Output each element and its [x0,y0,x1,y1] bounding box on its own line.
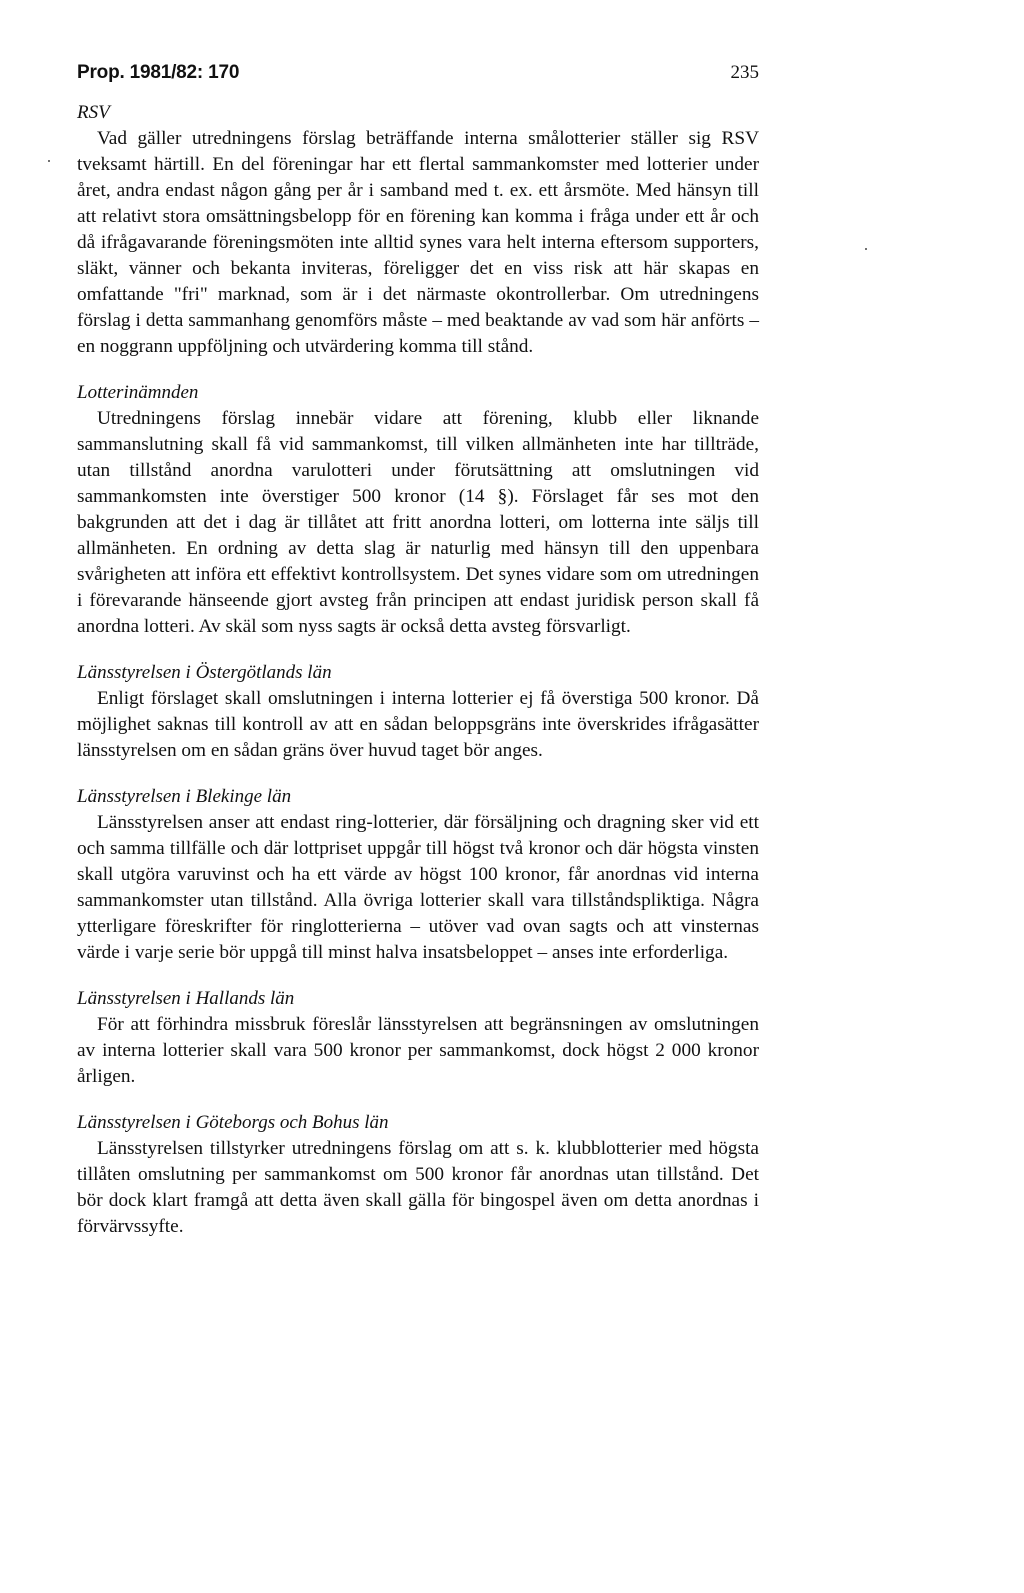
section-goteborg-bohus [77,1110,759,1240]
document-body [77,100,759,1240]
section-paragraph: Vad gäller utredningens förslag beträffande interna smålotterier ställer sig RSV tveksamt härtill. En del föreningar har ett flertal sammankomster med lotterier under året, andra endast någon gång per år i samband med t. ex. ett årsmöte. Med hänsyn till att relativt stora omsättningsbelopp för en förening kan komma i fråga under ett år och då ifrågavarande föreningsmöten inte alltid synes vara helt interna eftersom supporters, släkt, vänner och bekanta inviteras, föreligger det en viss risk att här skapas en omfattande "fri" marknad, som är i det närmaste okontrollerbar. Om utredningens förslag i detta sammanhang genomförs måste – med beaktande av vad som här anförts – en noggrann uppföljning och utvärdering komma till stånd. [77,128,759,357]
page-number: 235 [730,62,759,83]
section-lotterinamnden [77,380,759,640]
section-heading: RSV [77,102,110,123]
section-heading: Länsstyrelsen i Blekinge län [77,786,292,807]
section-heading: Lotterinämnden [77,382,199,403]
section-paragraph: Enligt förslaget skall omslutningen i interna lotterier ej få överstiga 500 kronor. Då möjlighet saknas till kontroll av att en sådan beloppsgräns inte överskrides ifrågasätter länsstyrelsen om en sådan gräns över huvud taget bör anges. [77,688,759,761]
scan-speck [865,248,867,250]
section-paragraph: För att förhindra missbruk föreslår länsstyrelsen att begränsningen av omslutningen av interna lotterier skall vara 500 kronor per sammankomst, dock högst 2 000 kronor årligen. [77,1014,759,1087]
section-rsv [77,100,759,360]
section-heading: Länsstyrelsen i Östergötlands län [77,662,332,683]
section-blekinge [77,784,759,966]
section-heading: Länsstyrelsen i Hallands län [77,988,295,1009]
section-halland [77,986,759,1090]
section-paragraph: Utredningens förslag innebär vidare att förening, klubb eller liknande sammanslutning skall få vid sammankomst, till vilken allmänheten inte har tillträde, utan tillstånd anordna varulotteri under förutsättning att omslutningen vid sammankomsten inte överstiger 500 kronor (14 §). Förslaget får ses mot den bakgrunden att det i dag är tillåtet att fritt anordna lotteri, om lotterna inte säljs till allmänheten. En ordning av detta slag är naturlig med hänsyn till den uppenbara svårigheten att införa ett effektivt kontrollsystem. Det synes vidare som om utredningen i förevarande hänseende gjort avsteg från principen att endast juridisk person skall få anordna lotteri. Av skäl som nyss sagts är också detta avsteg försvarligt. [77,408,759,637]
page-header [77,62,759,92]
scan-speck [48,160,50,162]
section-ostergotland [77,660,759,764]
section-paragraph: Länsstyrelsen tillstyrker utredningens förslag om att s. k. klubblotterier med högsta tillåten omslutning per sammankomst om 500 kronor får anordnas utan tillstånd. Det bör dock klart framgå att detta även skall gälla för bingospel även om detta anordnas i förvärvssyfte. [77,1138,759,1237]
section-heading: Länsstyrelsen i Göteborgs och Bohus län [77,1112,389,1133]
section-paragraph: Länsstyrelsen anser att endast ring-lotterier, där försäljning och dragning sker vid ett och samma tillfälle och där lottpriset uppgår till högst två kronor och där högsta vinsten skall utgöra varuvinst och ha ett värde av högst 100 kronor, får anordnas vid interna sammankomster utan tillstånd. Alla övriga lotterier skall vara tillståndspliktiga. Några ytterligare föreskrifter för ringlotterierna – utöver vad ovan sagts och att vinsternas värde i varje serie bör uppgå till minst halva insatsbeloppet – anses inte erforderliga. [77,812,759,963]
document-reference: Prop. 1981/82: 170 [77,62,240,83]
